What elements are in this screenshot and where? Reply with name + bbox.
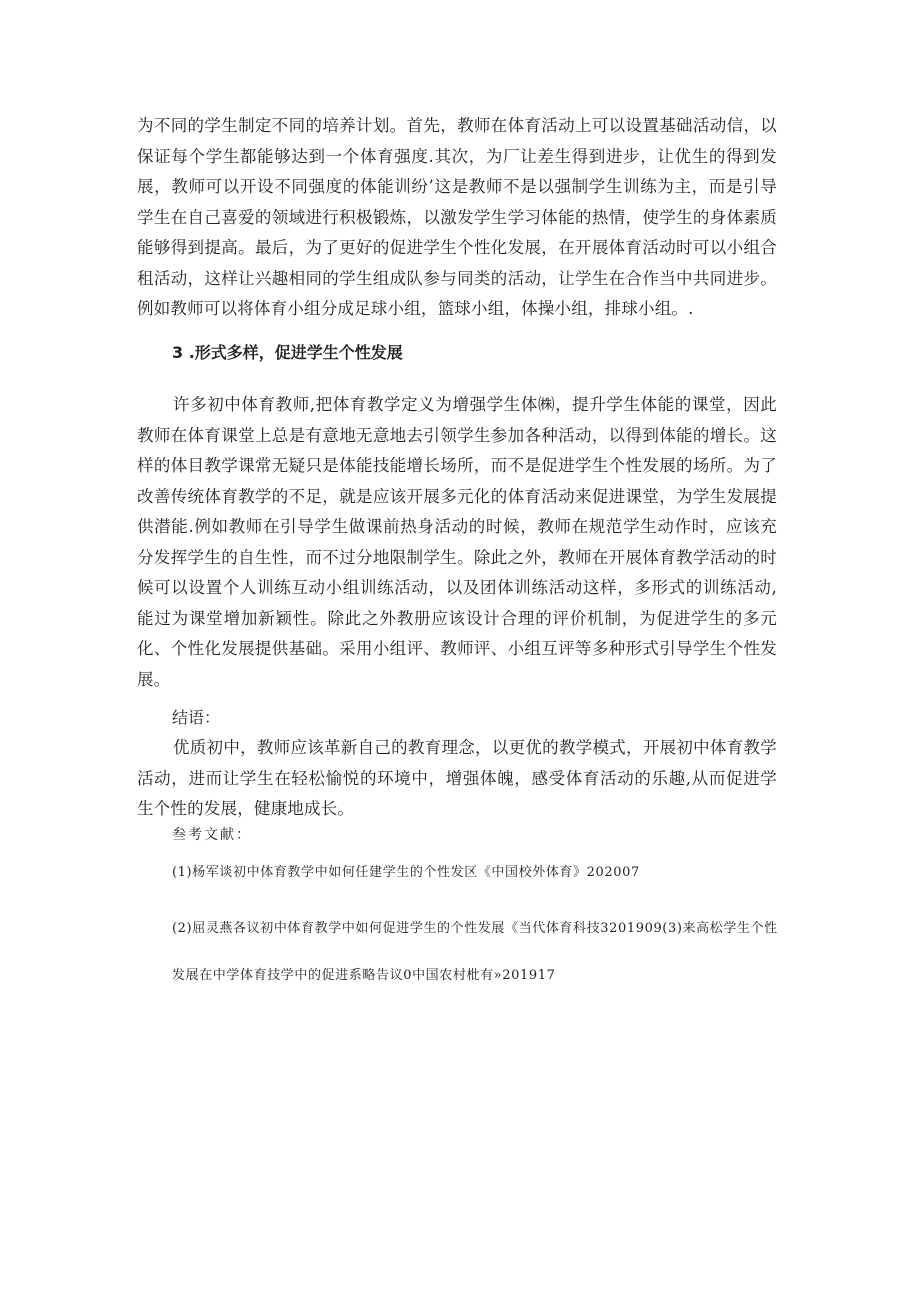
- references-title: 叁考文献：: [172, 827, 252, 843]
- body-paragraph-2: 许多初中体育教师,把体育教学定义为增强学生体㈱，提升学生体能的课堂，因此教师在体育课堂上总是有意地无意地去引领学生参加各种活动，以得到体能的增长。这样的体目教学课常无疑只是体能技能增长场所，而不是促进学生个性发展的场所。为了改善传统体育教学的不足，就是应该开展多元化的体育活动来促进课堂，为学生发展提供潜能.例如教师在引导学生做课前热身活动的时候，教师在规范学生动作时，应该充分发挥学生的自生性，而不过分地限制学生。除此之外，教师在开展体育教学活动的时候可以设置个人训练互动小组训练活动，以及团体训练活动这样，多形式的训练活动,能过为课堂增加新颖性。除此之外教册应该设计合理的评价机制，为促进学生的多元化、个性化发展提供基础。采用小组评、教师评、小组互评等多种形式引导学生个性发展。: [137, 395, 777, 689]
- body-paragraph-1: 为不同的学生制定不同的培养计划。首先，教师在体育活动上可以设置基础活动信，以保证每个学生都能够达到一个体育强度.其次，为厂让差生得到进步，让优生的得到发展，教师可以开设不同强度的体能训纷’这是教师不是以强制学生训练为主，而是引导学生在自己喜爱的领域进行积极锻炼，以激发学生学习体能的热情，使学生的身体素质能够得到提高。最后，为了更好的促进学生个性化发展，在开展体育活动时可以小组合租活动，这样让兴趣相同的学生组成队参与同类的活动，让学生在合作当中共同进步。例如教师可以将体育小组分成足球小组，篮球小组，体操小组，排球小组。.: [137, 116, 777, 318]
- reference-item-2: (2)屈灵燕各议初中体育教学中如何促进学生的个性发展《当代体育科技3201909(3)来高松学生个性发展在中学体育技学中的促进系略告议0中国农村枇有»201917: [172, 921, 778, 983]
- conclusion-paragraph: 优质初中，教师应该革新自己的教育理念，以更优的教学模式，开展初中体育教学活动，进而让学生在轻松愉悦的环境中，增强体魄，感受体育活动的乐趣,从而促进学生个性的发展，健康地成长。: [137, 738, 777, 818]
- conclusion-label: 结语：: [172, 708, 221, 727]
- section-heading: 3 .形式多样，促进学生个性发展: [172, 343, 403, 362]
- reference-item-1: (1)杨军谈初中体育教学中如何任建学生的个性发区《中国校外体育》202007: [172, 865, 640, 880]
